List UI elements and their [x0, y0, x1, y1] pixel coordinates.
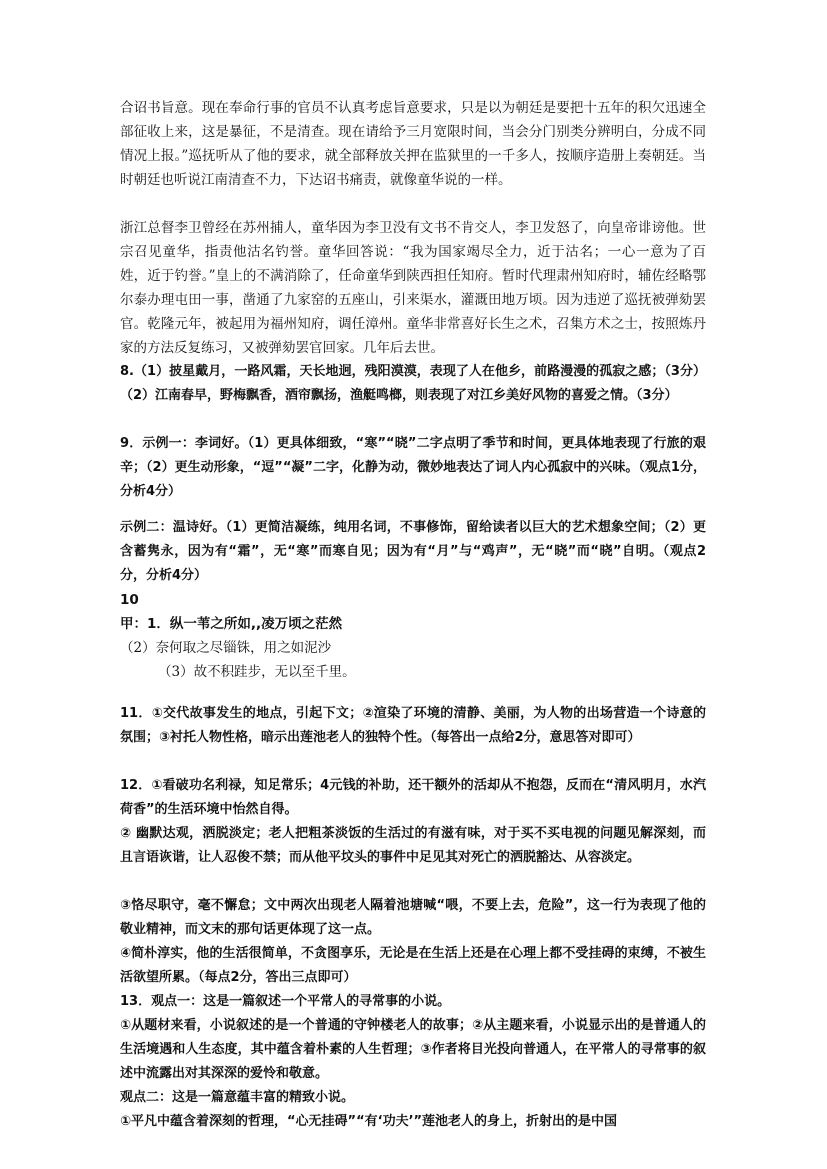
answer-q13-view-1: 13．观点一：这是一篇叙述一个平常人的寻常事的小说。: [120, 994, 451, 1009]
answer-q13-view-1-body: ①从题材来看，小说叙述的是一个普通的守钟楼老人的故事；②从主题来看，小说显示出的是普通人的生活境遇和人生态度，其中蕴含着朴素的人生哲理；③作者将目光投向普通人，在平常人的寻常事的叙述中流露出对其深深的爱怜和敬意。: [120, 1018, 706, 1081]
answer-q13-view-2-body: ①平凡中蕴含着深刻的哲理，“心无挂碍”“有‘功夫’”莲池老人的身上，折射出的是中国: [120, 1114, 618, 1129]
answer-q10-c: （3）故不积跬步，无以至千里。: [158, 664, 356, 680]
answer-q10-number: 10: [120, 592, 139, 608]
answer-q10-b: （2）奈何取之尽锱铢，用之如泥沙: [120, 640, 332, 656]
answer-q11: 11．①交代故事发生的地点，引起下文；②渲染了环境的清静、美丽，为人物的出场营造一个诗意的氛围；③衬托人物性格，暗示出莲池老人的独特个性。（每答出一点给2分，意思答对即可）: [120, 706, 706, 745]
passage-paragraph-1: 合诏书旨意。现在奉命行事的官员不认真考虑旨意要求，只是以为朝廷是要把十五年的积欠迅速全部征收上来，这是暴征，不是清查。现在请给予三月宽限时间，当会分门别类分辨明白，分成不同情况上报。”巡抚听从了他的要求，就全部释放关押在监狱里的一千多人，按顺序造册上奏朝廷。当时朝廷也听说江南清查不力，下达诏书痛责，就像童华说的一样。: [120, 100, 706, 188]
answer-q13-view-2: 观点二：这是一篇意蕴丰富的精致小说。: [120, 1090, 355, 1105]
answer-q12-point-2: ② 幽默达观，洒脱淡定；老人把粗茶淡饭的生活过的有滋有味，对于买不买电视的问题见解深刻，而且言语诙谐，让人忍俊不禁；而从他平坟头的事件中足见其对死亡的洒脱豁达、从容淡定。: [120, 826, 706, 865]
answer-q8: 8.（1）披星戴月，一路风霜，天长地迥，残阳漠漠，表现了人在他乡，前路漫漫的孤寂之感；（3分）（2）江南春早，野梅飘香，酒帘飘扬，渔艇鸣榔，则表现了对江乡美好风物的喜爱之情。（3分）: [120, 364, 706, 403]
answer-q9-example-2: 示例二：温诗好。（1）更简洁凝练，纯用名词，不事修饰，留给读者以巨大的艺术想象空间；（2）更含蓄隽永，因为有“霜”，无“寒”而寒自见；因为有“月”与“鸡声”，无“晓”而“晓”自明。（观点2分，分析4分）: [120, 520, 706, 583]
answer-q9-example-1: 9．示例一：李词好。（1）更具体细致，“寒”“晓”二字点明了季节和时间，更具体地表现了行旅的艰辛；（2）更生动形象，“逗”“凝”二字，化静为动，微妙地表达了词人内心孤寂中的兴味。（观点1分，分析4分）: [120, 436, 706, 499]
answer-q12-point-3: ③恪尽职守，毫不懈怠；文中两次出现老人隔着池塘喊“喂，不要上去，危险”，这一行为表现了他的敬业精神，而文末的那句话更体现了这一点。: [120, 898, 706, 937]
answer-q12-point-1: 12．①看破功名利禄，知足常乐；4元钱的补助，还干额外的活却从不抱怨，反而在“清风明月，水汽荷香”的生活环境中怡然自得。: [120, 778, 706, 817]
answer-q12-point-4: ④简朴淳实，他的生活很简单，不贪图享乐，无论是在生活上还是在心理上都不受挂碍的束缚，不被生活欲望所累。（每点2分，答出三点即可）: [120, 946, 706, 985]
passage-paragraph-2: 浙江总督李卫曾经在苏州捕人，童华因为李卫没有文书不肯交人，李卫发怒了，向皇帝诽谤他。世宗召见童华，指责他沽名钓誉。童华回答说：“我为国家竭尽全力，近于沽名；一心一意为了百姓，近于钓誉。”皇上的不满消除了，任命童华到陕西担任知府。暂时代理肃州知府时，辅佐经略鄂尔泰办理屯田一事，凿通了九家窑的五座山，引来渠水，灌溉田地万顷。因为违逆了巡抚被弹劾罢官。乾隆元年，被起用为福州知府，调任漳州。童华非常喜好长生之术，召集方术之士，按照炼丹家的方法反复练习，又被弹劾罢官回家。几年后去世。: [120, 220, 706, 356]
answer-q10-a: 甲：1．纵一苇之所如,,凌万顷之茫然: [120, 616, 343, 632]
